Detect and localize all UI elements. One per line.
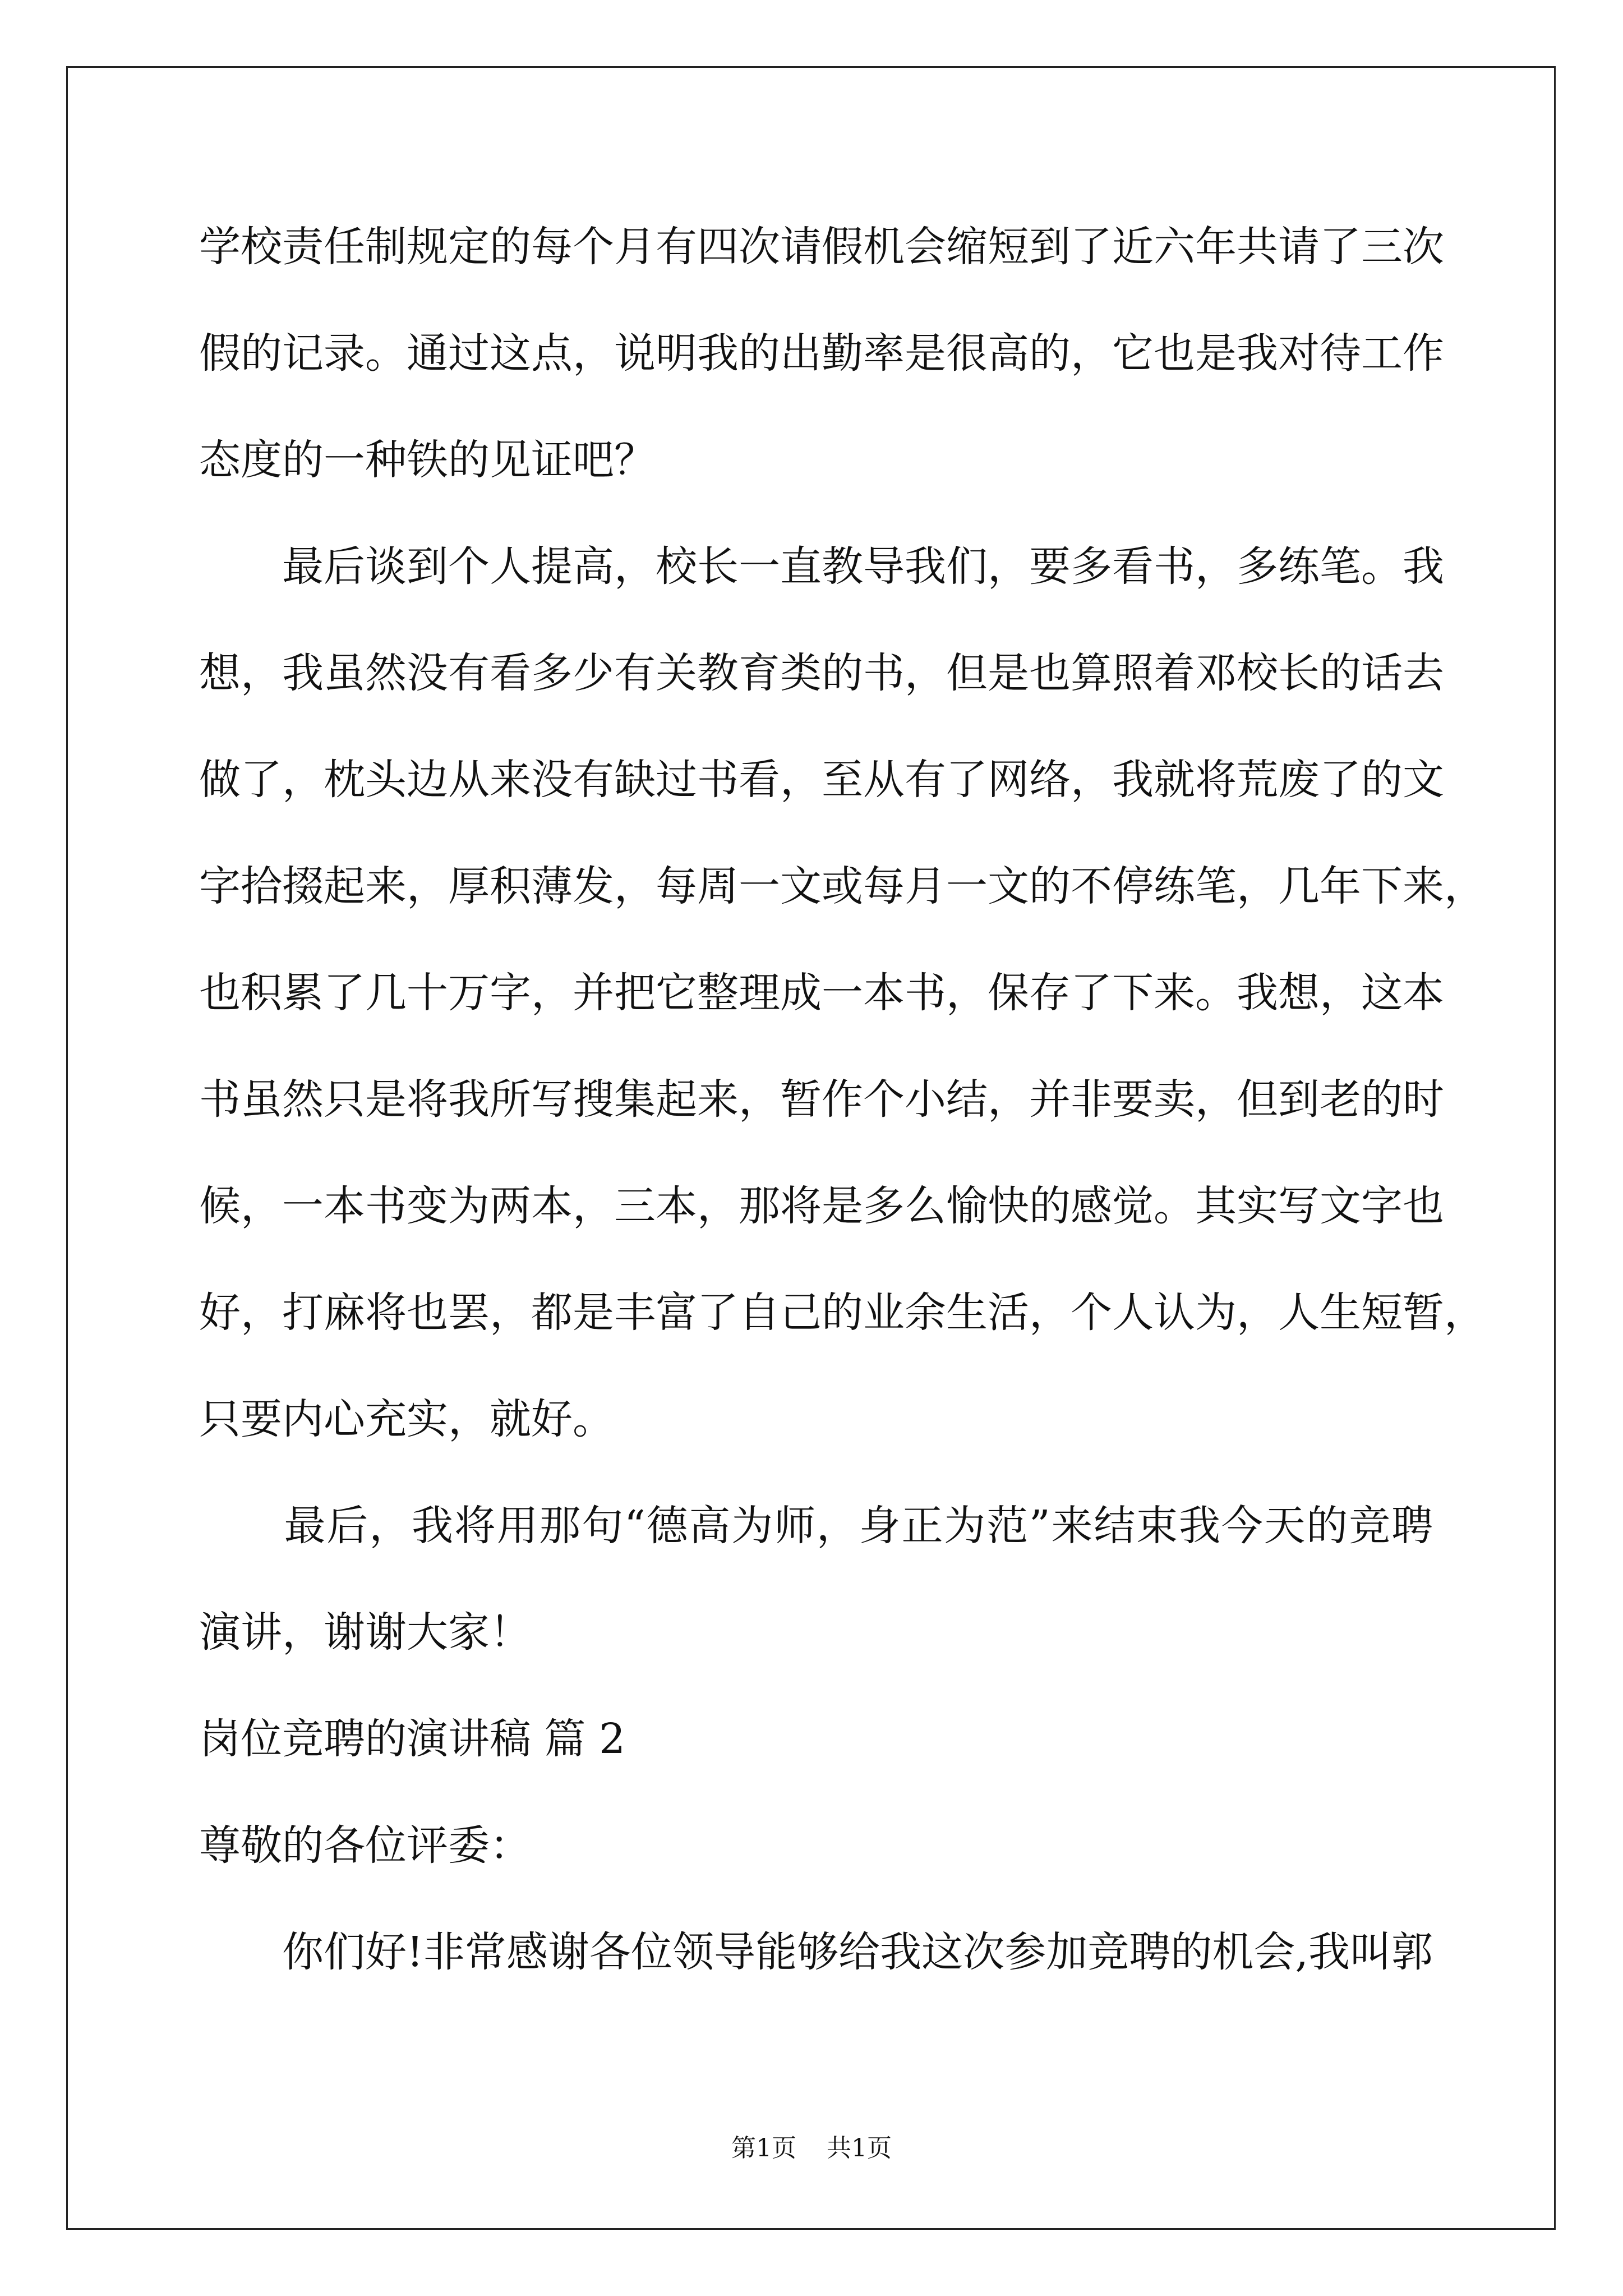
text-line: 字拾掇起来，厚积薄发，每周一文或每月一文的不停练笔，几年下来， <box>199 862 1486 910</box>
text-line: 最后，我将用那句“德高为师，身正为范”来结束我今天的竞聘 <box>199 1502 1433 1550</box>
document-body <box>199 219 1486 2031</box>
text-line: 学校责任制规定的每个月有四次请假机会缩短到了近六年共请了三次 <box>199 223 1444 271</box>
text-line: 只要内心充实，就好。 <box>199 1395 614 1443</box>
page-footer <box>0 2132 1623 2165</box>
text-line: 候，一本书变为两本，三本，那将是多么愉快的感觉。其实写文字也 <box>199 1182 1444 1230</box>
text-line: 最后谈到个人提高，校长一直教导我们，要多看书，多练笔。我 <box>199 542 1444 591</box>
text-line: 也积累了几十万字，并把它整理成一本书，保存了下来。我想，这本 <box>199 969 1444 1017</box>
section-heading: 岗位竞聘的演讲稿 篇 2 <box>199 1715 626 1763</box>
text-line: 态度的一种铁的见证吧？ <box>199 436 656 484</box>
text-line: 演讲，谢谢大家！ <box>199 1608 531 1657</box>
page-current: 第1页 <box>731 2134 796 2162</box>
text-line: 你们好!非常感谢各位领导能够给我这次参加竞聘的机会,我叫郭 <box>199 1928 1433 1976</box>
text-line: 好，打麻将也罢，都是丰富了自己的业余生活，个人认为，人生短暂， <box>199 1289 1486 1337</box>
text-line: 做了，枕头边从来没有缺过书看，至从有了网络，我就将荒废了的文 <box>199 756 1444 804</box>
text-line: 书虽然只是将我所写搜集起来，暂作个小结，并非要卖，但到老的时 <box>199 1075 1444 1124</box>
salutation: 尊敬的各位评委： <box>199 1821 531 1870</box>
text-line: 假的记录。通过这点，说明我的出勤率是很高的，它也是我对待工作 <box>199 329 1444 378</box>
page-total: 共1页 <box>827 2134 892 2162</box>
text-line: 想，我虽然没有看多少有关教育类的书，但是也算照着邓校长的话去 <box>199 649 1444 697</box>
